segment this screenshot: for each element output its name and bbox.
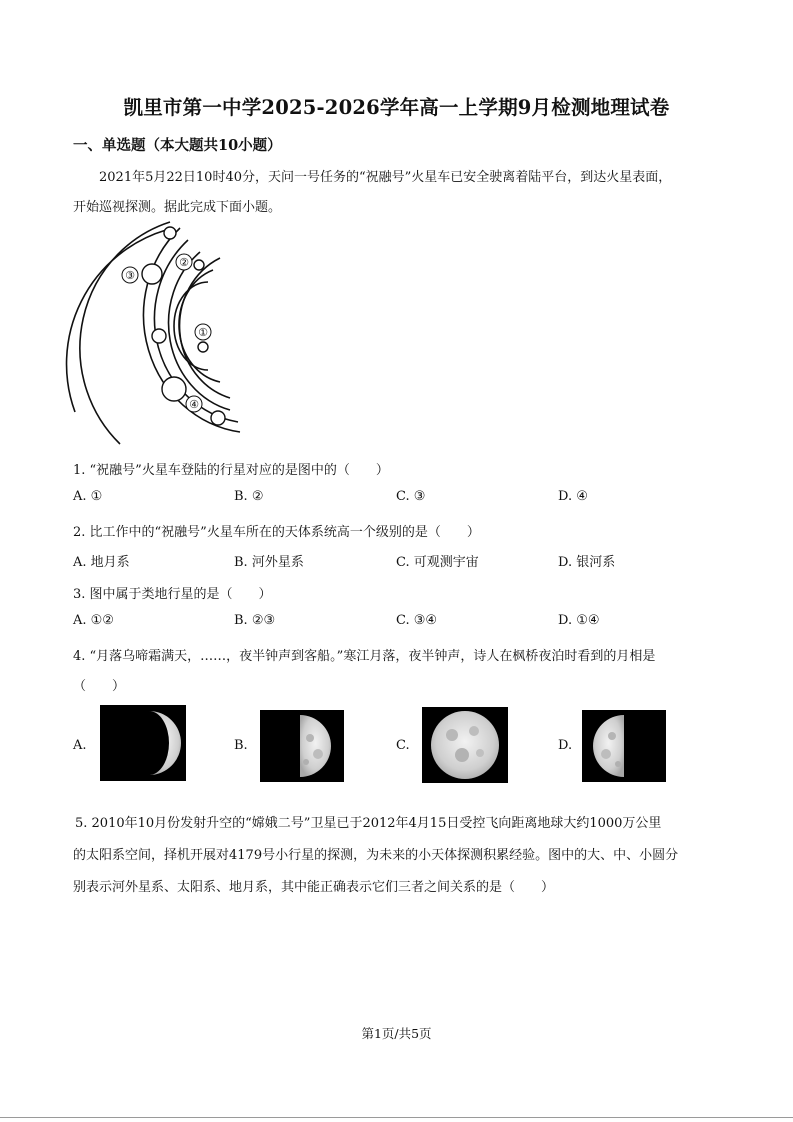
- label-3: ③: [125, 269, 135, 282]
- moon-image-d: [582, 710, 666, 782]
- q1-option-d: D. ④: [558, 489, 588, 504]
- q4-option-d: D.: [558, 738, 573, 753]
- q4-option-c: C.: [396, 738, 410, 753]
- question-4-stem-cont: （ ）: [73, 679, 126, 694]
- label-2: ②: [179, 256, 189, 269]
- solar-system-figure: [70, 222, 245, 444]
- q3-option-a: A. ①②: [73, 613, 114, 628]
- question-5-line-2: 的太阳系空间，择机开展对4179号小行星的探测，为未来的小天体探测积累经验。图中的大、中、小圆分: [73, 848, 679, 863]
- q1-option-c: C. ③: [396, 489, 426, 504]
- planet-outer-small: [164, 227, 176, 239]
- question-5-line-1: 5. 2010年10月份发射升空的“嫦娥二号”卫星已于2012年4月15日受控飞向距离地球大约1000万公里: [75, 816, 662, 831]
- planet-mid: [152, 329, 166, 343]
- planet-1: [198, 342, 208, 352]
- intro-line-1: 2021年5月22日10时40分，天问一号任务的“祝融号”火星车已安全驶离着陆平台，到达火星表面，: [99, 170, 672, 185]
- q2-option-b: B. 河外星系: [234, 555, 304, 570]
- page-number: 第1页/共5页: [361, 1026, 432, 1041]
- question-4-stem: 4. “月落乌啼霜满天，……，夜半钟声到客船。”寒江月落，夜半钟声，诗人在枫桥夜泊时看到的月相是: [73, 649, 656, 664]
- q1-option-b: B. ②: [234, 489, 264, 504]
- planet-large: [162, 377, 186, 401]
- label-1: ①: [198, 326, 208, 339]
- section-heading: 一、单选题（本大题共10小题）: [73, 137, 282, 154]
- question-2-stem: 2. 比工作中的“祝融号”火星车所在的天体系统高一个级别的是（ ）: [73, 525, 480, 540]
- question-5-line-3: 别表示河外星系、太阳系、地月系，其中能正确表示它们三者之间关系的是（ ）: [73, 880, 555, 895]
- question-1-stem: 1. “祝融号”火星车登陆的行星对应的是图中的（ ）: [73, 463, 389, 478]
- question-3-stem: 3. 图中属于类地行星的是（ ）: [73, 587, 272, 602]
- moon-image-c: [422, 707, 508, 783]
- bottom-divider: [0, 1117, 793, 1118]
- moon-image-a: [100, 705, 186, 781]
- q2-option-d: D. 银河系: [558, 555, 616, 570]
- planet-2: [194, 260, 204, 270]
- q3-option-b: B. ②③: [234, 613, 276, 628]
- q4-option-b: B.: [234, 738, 248, 753]
- q4-option-a: A.: [73, 738, 87, 753]
- orbit-8: [67, 230, 166, 412]
- moon-image-b: [260, 710, 344, 782]
- q3-option-d: D. ①④: [558, 613, 600, 628]
- intro-line-2: 开始巡视探测。据此完成下面小题。: [73, 200, 282, 215]
- page-title: 凯里市第一中学2025-2026学年高一上学期9月检测地理试卷: [123, 96, 670, 119]
- q2-option-a: A. 地月系: [73, 555, 130, 570]
- label-4: ④: [189, 398, 199, 411]
- q3-option-c: C. ③④: [396, 613, 438, 628]
- planet-outer: [211, 411, 225, 425]
- q1-option-a: A. ①: [73, 489, 103, 504]
- planet-3: [142, 264, 162, 284]
- q2-option-c: C. 可观测宇宙: [396, 555, 479, 570]
